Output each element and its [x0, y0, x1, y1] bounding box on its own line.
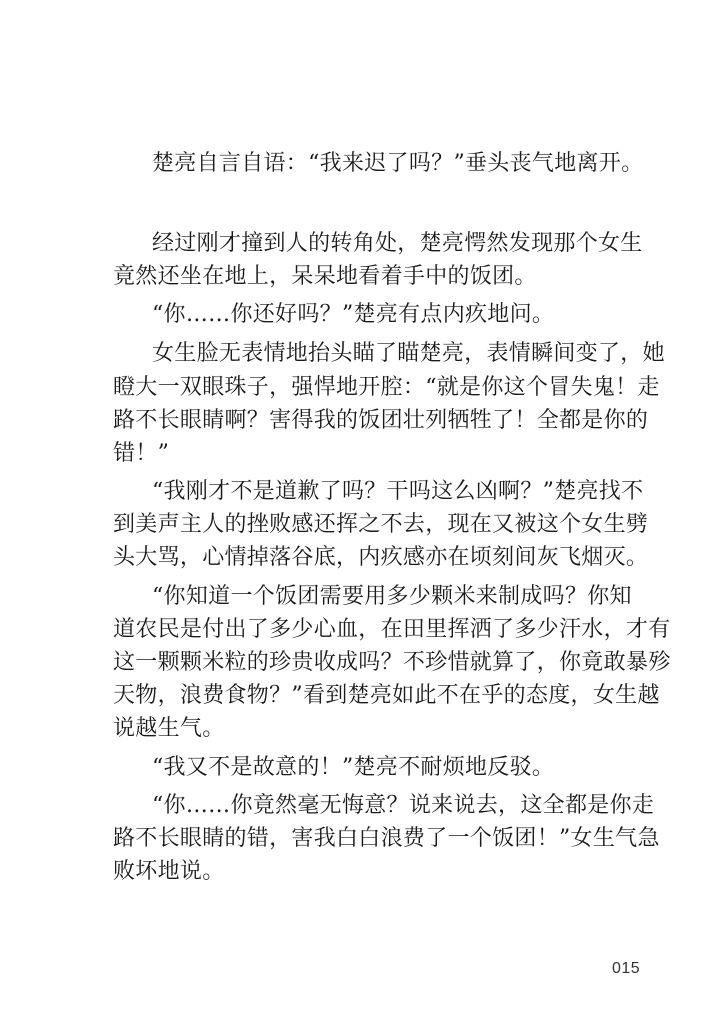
- text-line: 路不长眼睛啊？害得我的饭团壮列牺牲了！全都是你的: [113, 408, 649, 433]
- text-line: 败坏地说。: [113, 859, 225, 884]
- text-line: “你……你竟然毫无悔意？说来说去，这全都是你走: [152, 793, 655, 818]
- text-line: 到美声主人的挫败感还挥之不去，现在又被这个女生劈: [113, 512, 649, 537]
- text-line: “你知道一个饭团需要用多少颗米来制成吗？你知: [152, 584, 632, 609]
- text-line: 头大骂，心情掉落谷底，内疚感亦在顷刻间灰飞烟灭。: [113, 545, 649, 570]
- text-line: 天物，浪费食物？”看到楚亮如此不在乎的态度，女生越: [113, 683, 660, 708]
- text-line: 这一颗颗米粒的珍贵收成吗？不珍惜就算了，你竟敢暴殄: [113, 650, 671, 675]
- text-line: “你……你还好吗？”楚亮有点内疚地问。: [152, 302, 555, 327]
- text-line: 楚亮自言自语：“我来迟了吗？”垂头丧气地离开。: [152, 151, 644, 176]
- text-line: “我又不是故意的！”楚亮不耐烦地反驳。: [152, 755, 555, 780]
- text-line: 错！”: [113, 441, 170, 466]
- text-line: 路不长眼睛的错，害我白白浪费了一个饭团！”女生气急: [113, 826, 660, 851]
- page-number: 015: [612, 960, 641, 977]
- text-line: 经过刚才撞到人的转角处，楚亮愕然发现那个女生: [152, 231, 643, 256]
- text-line: 瞪大一双眼珠子，强悍地开腔：“就是你这个冒失鬼！走: [113, 375, 660, 400]
- text-line: 女生脸无表情地抬头瞄了瞄楚亮，表情瞬间变了，她: [152, 341, 665, 366]
- text-line: “我刚才不是道歉了吗？干吗这么凶啊？”楚亮找不: [152, 479, 644, 504]
- text-line: 道农民是付出了多少心血，在田里挥洒了多少汗水，才有: [113, 617, 671, 642]
- text-line: 说越生气。: [113, 716, 225, 741]
- text-line: 竟然还坐在地上，呆呆地看着手中的饭团。: [113, 264, 537, 289]
